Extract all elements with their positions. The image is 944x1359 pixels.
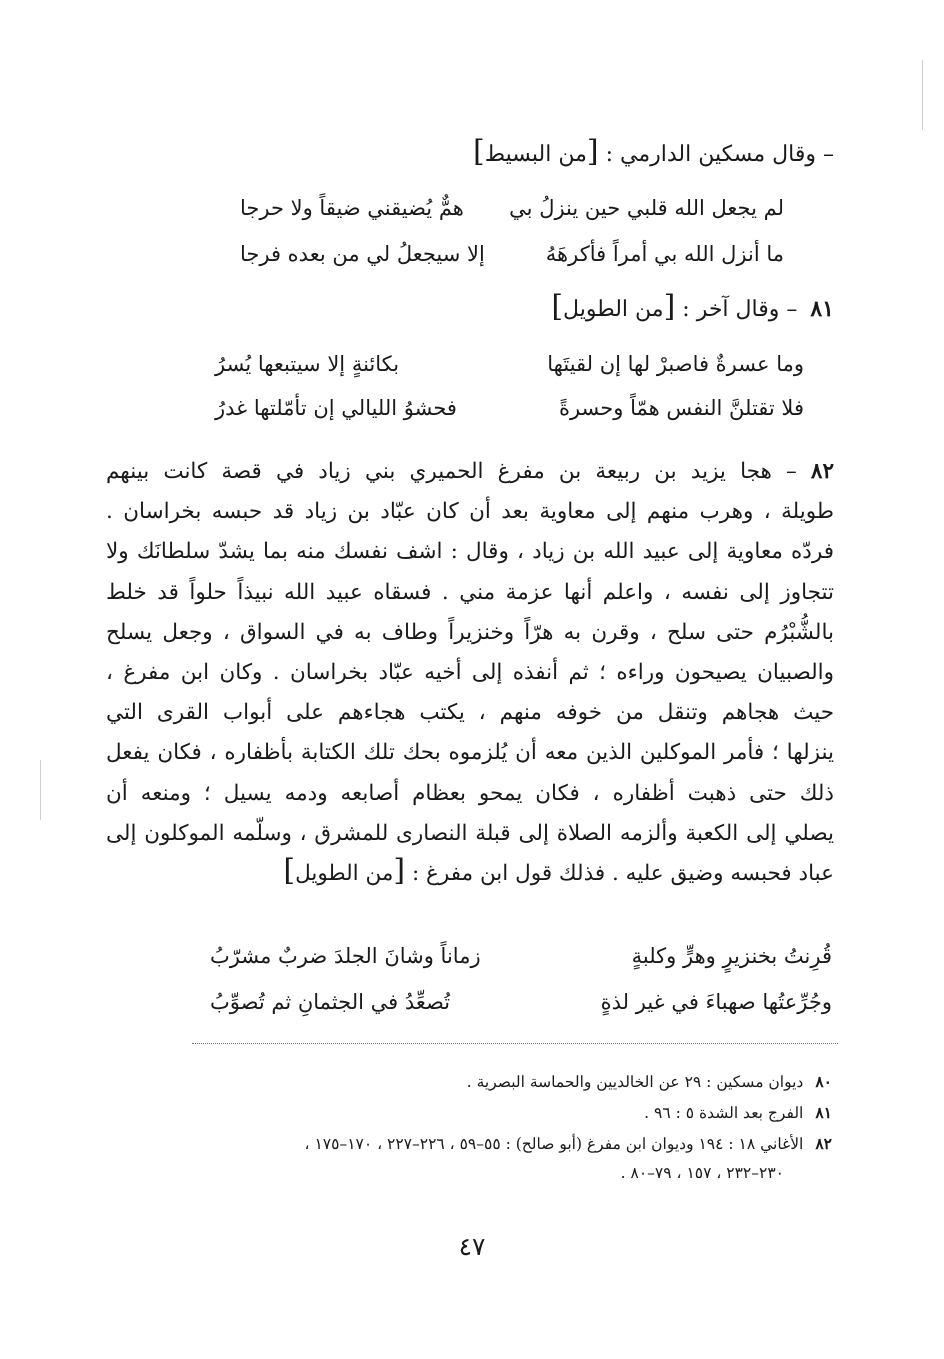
poem2-verse1-first: وما عسرةٌ فاصبرْ لها إن لقيتَها (547, 352, 804, 376)
open-bracket: [ (663, 289, 676, 324)
section-81-number: ٨١ (810, 296, 834, 322)
poem2-verse2-first: فلا تقتلنَّ النفس همّاً وحسرةً (558, 396, 804, 420)
prose-line (106, 452, 834, 492)
section-81-text: – وقال آخر : (675, 297, 805, 322)
open-bracket: [ (586, 134, 599, 169)
prose-line: ينزلها ؛ فأمر الموكلين الذين معه أن يُلزموه بحك تلك الكتابة بأظفاره ، فكان يفعل (106, 740, 834, 766)
intro-line (473, 134, 834, 169)
poem1-verse2-second: إلا سيجعلُ لي من بعده فرجا (240, 242, 485, 266)
footnote-82 (305, 1134, 832, 1153)
poem3-verse2-first: وجُرِّعتُها صهباءَ في غير لذةٍ (600, 990, 832, 1014)
prose-last-line (106, 854, 834, 894)
section-81-heading (551, 289, 834, 324)
prose-line: فردّه معاوية إلى عبيد الله بن زياد ، وقال : اشف نفسك منه بما يشدّ سلطانَك ولا (106, 539, 834, 565)
prose-line: تتجاوز إلى نفسه ، واعلم أنها عزمة مني . فسقاه عبيد الله نبيذاً حلواً قد خلط (106, 579, 834, 605)
footnote-80 (467, 1072, 832, 1091)
poem1-verse2-first: ما أنزل الله بي أمراً فأكرهَهُ (545, 242, 784, 266)
prose-line: والصبيان يصيحون وراءه ؛ ثم أنفذه إلى أخيه عبّاد بخراسان . وكان ابن مفرغ ، (106, 660, 834, 686)
close-bracket: ] (473, 134, 485, 169)
poem1-verse1-first: لم يجعل الله قلبي حين ينزلُ بي (509, 196, 784, 220)
intro-text: – وقال مسكين الدارمي : (598, 142, 834, 167)
open-bracket: [ (393, 853, 406, 889)
prose-line: بالشُّبْرُم حتى سلح ، وقرن به هرّاً وخنزيراً وطاف به في السواق ، وجعل يسلح (106, 619, 834, 645)
scan-edge-mark (40, 760, 41, 820)
poem3-verse1-first: قُرِنتُ بخنزيرٍ وهرٍّ وكلبةٍ (631, 944, 832, 968)
close-bracket: ] (551, 289, 564, 324)
poem1-verse1-second: همٌّ يُضيقني ضيقاً ولا حرجا (240, 196, 464, 220)
footnote-text: ديوان مسكين : ٢٩ عن الخالديين والحماسة البصرية . (466, 1073, 804, 1091)
footnote-divider (192, 1043, 838, 1044)
prose-line: طويلة ، وهرب منهم إلى معاوية بعد أن كان عبّاد بن زياد قد حبسه بخراسان . (106, 499, 834, 525)
footnote-number: ٨٠ (815, 1072, 832, 1091)
poem3-verse1-second: زماناً وشانَ الجلدَ ضربٌ مشرّبُ (210, 944, 481, 968)
section-82-number: ٨٢ (810, 459, 834, 484)
footnote-text: الأغاني ١٨ : ١٩٤ وديوان ابن مفرغ (أبو صالح) : ٥٥–٥٩ ، ٢٢٦–٢٢٧ ، ١٧٠–١٧٥ ، (304, 1135, 804, 1153)
prose-line: ذلك حتى ذهبت أظفاره ، فكان يمحو بعظام أصابعه ودمه يسيل ؛ ومنعه أن (106, 780, 834, 806)
poem3-verse2-second: تُصعِّدُ في الجثمانِ ثم تُصوِّبُ (210, 990, 451, 1014)
scan-edge-mark (922, 60, 923, 130)
poem2-verse2-second: فحشوُ الليالي إن تأمّلتها غدرُ (215, 396, 457, 420)
close-bracket: ] (283, 853, 296, 889)
footnote-82-continuation: ٢٣٠–٢٣٢ ، ١٥٧ ، ٧٩–٨٠ . (620, 1164, 784, 1182)
section-82-paragraph (106, 452, 834, 894)
section-82-meter: من الطويل (295, 861, 394, 887)
prose-last-line-text: عباد فحبسه وضيق عليه . فذلك قول ابن مفرغ : (405, 861, 834, 887)
page-number: ٤٧ (458, 1232, 486, 1261)
footnote-text: الفرج بعد الشدة ٥ : ٩٦ . (644, 1104, 804, 1122)
prose-line: يصلي إلى الكعبة وألزمه الصلاة إلى قبلة النصارى للمشرق ، وسلّمه الموكلون إلى (106, 820, 834, 846)
footnote-81 (644, 1103, 832, 1122)
intro-meter: من البسيط (484, 142, 587, 167)
footnote-number: ٨٢ (815, 1134, 832, 1153)
prose-line: حيث هجاهم وتنقل من خوفه منهم ، يكتب هجاءهم على أبواب القرى التي (106, 700, 834, 726)
poem2-verse1-second: بكائنةٍ إلا سيتبعها يُسرُ (215, 352, 400, 376)
prose-line-text: – هجا يزيد بن ربيعة بن مفرغ الحميري بني زياد في قصة كانت بينهم (106, 459, 811, 484)
footnote-number: ٨١ (815, 1103, 832, 1122)
section-81-meter: من الطويل (563, 297, 664, 322)
